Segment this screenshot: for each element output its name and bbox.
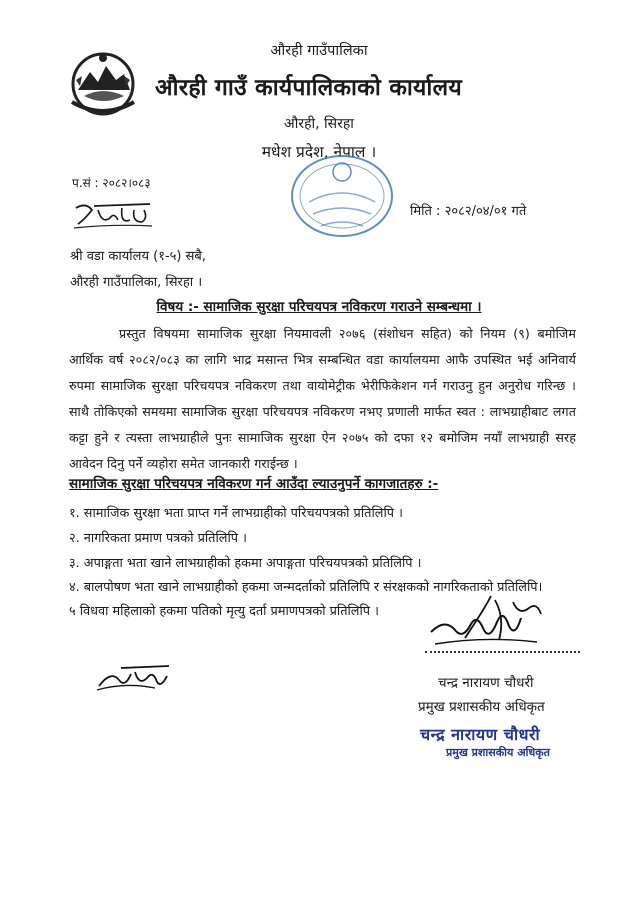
documents-heading: सामाजिक सुरक्षा परिचयपत्र नविकरण गर्न आउँदा ल्याउनुपर्ने कागजातहरु :- <box>69 476 439 492</box>
initials-signature <box>95 660 175 694</box>
office-address: औरही, सिरहा <box>284 116 354 132</box>
office-stamp-icon <box>283 150 401 242</box>
officer-signature <box>425 588 545 656</box>
document-item: २. नागरिकता प्रमाण पत्रको प्रतिलिपि । <box>69 531 247 546</box>
recipient-line-1: श्री वडा कार्यालय (१-५) सबै, <box>70 249 206 264</box>
subject-line <box>0 297 638 315</box>
reference-number: प.सं : २०८२।०८३ <box>72 176 151 190</box>
issue-date: मिति : २०८२/०४/०१ गते <box>410 204 527 219</box>
signer-title: प्रमुख प्रशासकीय अधिकृत <box>418 699 545 715</box>
office-title: औरही गाउँ कार्यपालिकाको कार्यालय <box>155 75 462 101</box>
province-line: मधेश प्रदेश, नेपाल । <box>261 143 377 161</box>
signer-name: चन्द्र नारायण चौधरी <box>438 675 534 691</box>
signer-stamp-title: प्रमुख प्रशासकीय अधिकृत <box>446 746 550 759</box>
document-item: ३. अपाङ्गता भता खाने लाभग्राहीको हकमा अपाङ्गता परिचयपत्रको प्रतिलिपि । <box>69 556 422 571</box>
document-item: १. सामाजिक सुरक्षा भता प्राप्त गर्ने लाभग्राहीको परिचयपत्रको प्रतिलिपि । <box>69 506 403 521</box>
document-item: ४. बालपोषण भता खाने लाभग्राहीको हकमा जन्मदर्ताको प्रतिलिपि र संरक्षकको नागरिकताको प्रतिलिपि। <box>69 580 543 595</box>
document-item: ५ विधवा महिलाको हकमा पतिको मृत्यु दर्ता प्रमाणपत्रको प्रतिलिपि । <box>69 604 379 619</box>
body-paragraph: प्रस्तुत विषयमा सामाजिक सुरक्षा नियमावली २०७६ (संशोधन सहित) को नियम (९) बमोजिम आर्थिक वर्ष २०८२/०८३ का लागि भाद्र मसान्त भित्र सम्बन्धित वडा कार्यालयमा आफै उपस्थित भई अनिवार्य रुपमा सामाजिक सुरक्षा परिचयपत्र नविकरण तथा वायोमेट्रीक भेरीफिकेशन गर्न गराउनु हुन अनुरोध गरिन्छ । साथै तोकिएको समयमा सामाजिक सुरक्षा परिचयपत्र नविकरण नभए प्रणाली मार्फत स्वत : लाभग्राहीबाट लगत कट्टा हुने र त्यस्ता लाभग्राहीले पुनः सामाजिक सुरक्षा ऐन २०७५ को दफा १२ बमोजिम नयाँ लाभग्राही सरह आवेदन दिनु पर्ने व्यहोरा समेत जानकारी गराईन्छ । <box>69 326 576 471</box>
signature-line <box>425 651 580 653</box>
notice-handwritten-label <box>72 198 154 232</box>
recipient-line-2: औरही गाउँपालिका, सिरहा । <box>70 275 203 290</box>
municipality-name: औरही गाउँपालिका <box>270 43 368 59</box>
subject-text: विषय :- सामाजिक सुरक्षा परिचयपत्र नविकरण गराउने सम्बन्धमा । <box>156 299 482 315</box>
signer-stamp-name: चन्द्र नारायण चौधरी <box>420 725 541 744</box>
